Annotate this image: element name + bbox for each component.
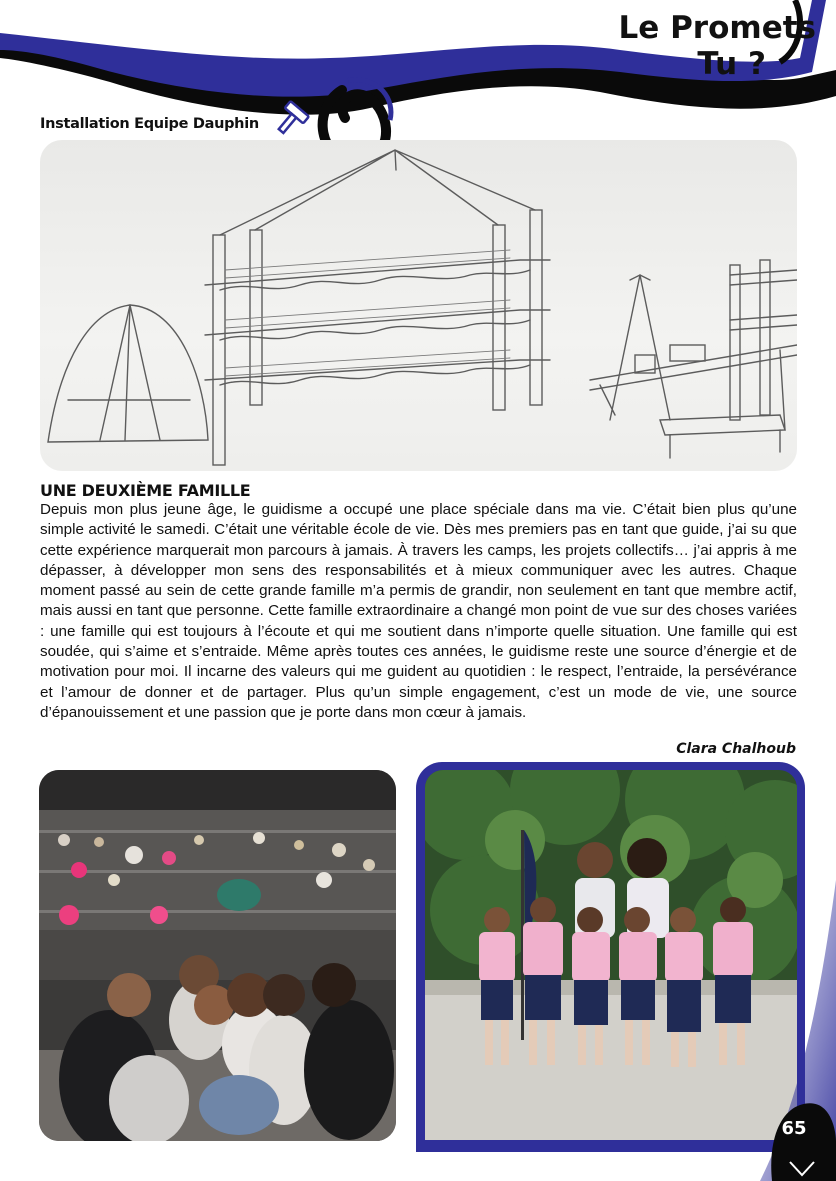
page-number: 65 <box>781 1118 807 1139</box>
article-heading: UNE DEUXIÈME FAMILLE <box>40 481 251 500</box>
page-title-line1: Le Promets <box>618 10 816 46</box>
table-sketch <box>590 260 797 458</box>
page-title-line2: Tu ? <box>697 46 766 82</box>
campsite-sketch <box>40 140 797 471</box>
hammer-icon <box>272 98 312 138</box>
article-author: Clara Chalhoub <box>676 741 796 757</box>
article-body: Depuis mon plus jeune âge, le guidisme a occupé une place spéciale dans ma vie. C’était bien plus qu’une simple activité le samedi. C’était une véritable école de vie. Dès mes premiers pas en tant que guide, j’ai su que cette expérience marquerait mon parcours à jamais. À travers les camps, les projets collectifs… j’ai appris à me dépasser, à développer mon sens des responsabilités et à mieux communiquer avec les autres. Chaque moment passé au sein de cette grande famille m’a permis de grandir, non seulement en tant que membre actif, mais aussi en tant que personne. Cette famille extraordinaire a changé mon point de vue sur des choses variées : une famille qui est toujours à l’écoute et qui me soutient dans n’importe quelle situation. Une famille qui est soudée, qui s’aime et s’entraide. Même après toutes ces années, le guidisme reste une source d’énergie et de motivation pour moi. Il incarne des valeurs qui me guident au quotidien : le respect, l’entraide, la persévérance et l’amour de donner et de partager. Plus qu’un simple engagement, c’est un mode de vie, une source d’épanouissement et une passion que je porte dans mon cœur à jamais. <box>40 501 797 721</box>
tower-sketch <box>205 150 550 465</box>
page-title <box>556 10 816 82</box>
museum-group-photo <box>39 770 396 1141</box>
guides-group-photo <box>425 770 797 1140</box>
section-label: Installation Equipe Dauphin <box>40 116 259 132</box>
